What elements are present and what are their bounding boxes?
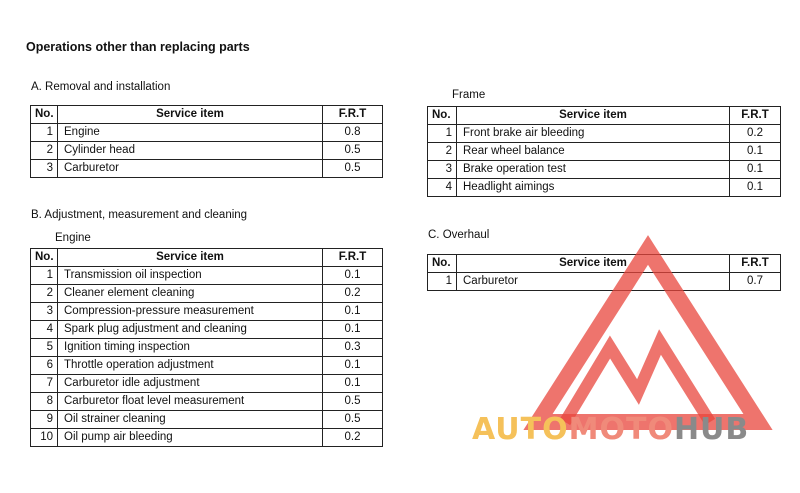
table-row — [31, 411, 383, 429]
frt-value: 0.1 — [323, 303, 383, 321]
col-header-service-item: Service item — [58, 249, 323, 267]
frt-value: 0.1 — [730, 143, 781, 161]
table-row — [428, 125, 781, 143]
service-item: Carburetor — [58, 160, 323, 178]
frt-value: 0.5 — [323, 142, 383, 160]
watermark-auto: AUTO — [472, 412, 569, 447]
frame-table — [427, 106, 781, 197]
table-row — [428, 179, 781, 197]
service-item: Engine — [58, 124, 323, 142]
col-header-frt: F.R.T — [730, 107, 781, 125]
frt-value: 0.8 — [323, 124, 383, 142]
service-item: Rear wheel balance — [457, 143, 730, 161]
table-row — [31, 429, 383, 447]
table-row — [31, 124, 383, 142]
row-number: 3 — [428, 161, 457, 179]
row-number: 3 — [31, 160, 58, 178]
col-header-frt: F.R.T — [323, 106, 383, 124]
col-header-service-item: Service item — [58, 106, 323, 124]
service-item: Ignition timing inspection — [58, 339, 323, 357]
service-item: Compression-pressure measurement — [58, 303, 323, 321]
frt-value: 0.5 — [323, 393, 383, 411]
service-item: Headlight aimings — [457, 179, 730, 197]
service-item: Oil strainer cleaning — [58, 411, 323, 429]
row-number: 9 — [31, 411, 58, 429]
row-number: 6 — [31, 357, 58, 375]
service-item: Front brake air bleeding — [457, 125, 730, 143]
service-item: Carburetor idle adjustment — [58, 375, 323, 393]
table-row — [31, 267, 383, 285]
row-number: 1 — [428, 125, 457, 143]
engine-subheading: Engine — [55, 232, 91, 244]
table-row — [31, 357, 383, 375]
table-row — [31, 303, 383, 321]
row-number: 1 — [31, 124, 58, 142]
frt-value: 0.3 — [323, 339, 383, 357]
table-row — [31, 285, 383, 303]
section-a-heading: A. Removal and installation — [31, 81, 171, 93]
watermark-text — [472, 412, 749, 447]
frt-value: 0.2 — [323, 285, 383, 303]
frt-value: 0.1 — [323, 267, 383, 285]
col-header-no: No. — [31, 249, 58, 267]
row-number: 2 — [428, 143, 457, 161]
section-c-heading: C. Overhaul — [428, 229, 490, 241]
row-number: 1 — [31, 267, 58, 285]
page-title: Operations other than replacing parts — [26, 40, 250, 54]
frt-value: 0.2 — [323, 429, 383, 447]
col-header-service-item: Service item — [457, 107, 730, 125]
frt-value: 0.1 — [323, 375, 383, 393]
table-header-row — [31, 106, 383, 124]
service-item: Cleaner element cleaning — [58, 285, 323, 303]
table-row — [31, 375, 383, 393]
frt-value: 0.1 — [323, 357, 383, 375]
col-header-service-item: Service item — [457, 255, 730, 273]
table-row — [428, 161, 781, 179]
col-header-frt: F.R.T — [730, 255, 781, 273]
row-number: 10 — [31, 429, 58, 447]
row-number: 3 — [31, 303, 58, 321]
frt-value: 0.1 — [730, 179, 781, 197]
adjustment-table — [30, 248, 383, 447]
frt-value: 0.5 — [323, 160, 383, 178]
frt-value: 0.1 — [730, 161, 781, 179]
col-header-no: No. — [31, 106, 58, 124]
table-row — [428, 143, 781, 161]
table-row — [31, 321, 383, 339]
service-item: Carburetor — [457, 273, 730, 291]
row-number: 1 — [428, 273, 457, 291]
col-header-frt: F.R.T — [323, 249, 383, 267]
frt-value: 0.2 — [730, 125, 781, 143]
table-row — [31, 339, 383, 357]
service-item: Carburetor float level measurement — [58, 393, 323, 411]
frt-value: 0.7 — [730, 273, 781, 291]
service-item: Cylinder head — [58, 142, 323, 160]
watermark-hub: HUB — [673, 412, 750, 447]
service-item: Transmission oil inspection — [58, 267, 323, 285]
service-item: Throttle operation adjustment — [58, 357, 323, 375]
col-header-no: No. — [428, 255, 457, 273]
table-row — [31, 142, 383, 160]
table-header-row — [428, 107, 781, 125]
frame-heading: Frame — [452, 89, 486, 101]
frt-value: 0.5 — [323, 411, 383, 429]
service-item: Oil pump air bleeding — [58, 429, 323, 447]
row-number: 4 — [31, 321, 58, 339]
removal-installation-table — [30, 105, 383, 178]
table-row — [31, 393, 383, 411]
logo-outer-triangle — [538, 250, 758, 422]
service-item: Spark plug adjustment and cleaning — [58, 321, 323, 339]
watermark-moto: MOTO — [568, 412, 674, 447]
service-item: Brake operation test — [457, 161, 730, 179]
row-number: 8 — [31, 393, 58, 411]
row-number: 4 — [428, 179, 457, 197]
section-b-heading: B. Adjustment, measurement and cleaning — [31, 209, 248, 221]
col-header-no: No. — [428, 107, 457, 125]
table-row — [31, 160, 383, 178]
row-number: 5 — [31, 339, 58, 357]
row-number: 7 — [31, 375, 58, 393]
frt-value: 0.1 — [323, 321, 383, 339]
table-header-row — [31, 249, 383, 267]
row-number: 2 — [31, 142, 58, 160]
row-number: 2 — [31, 285, 58, 303]
